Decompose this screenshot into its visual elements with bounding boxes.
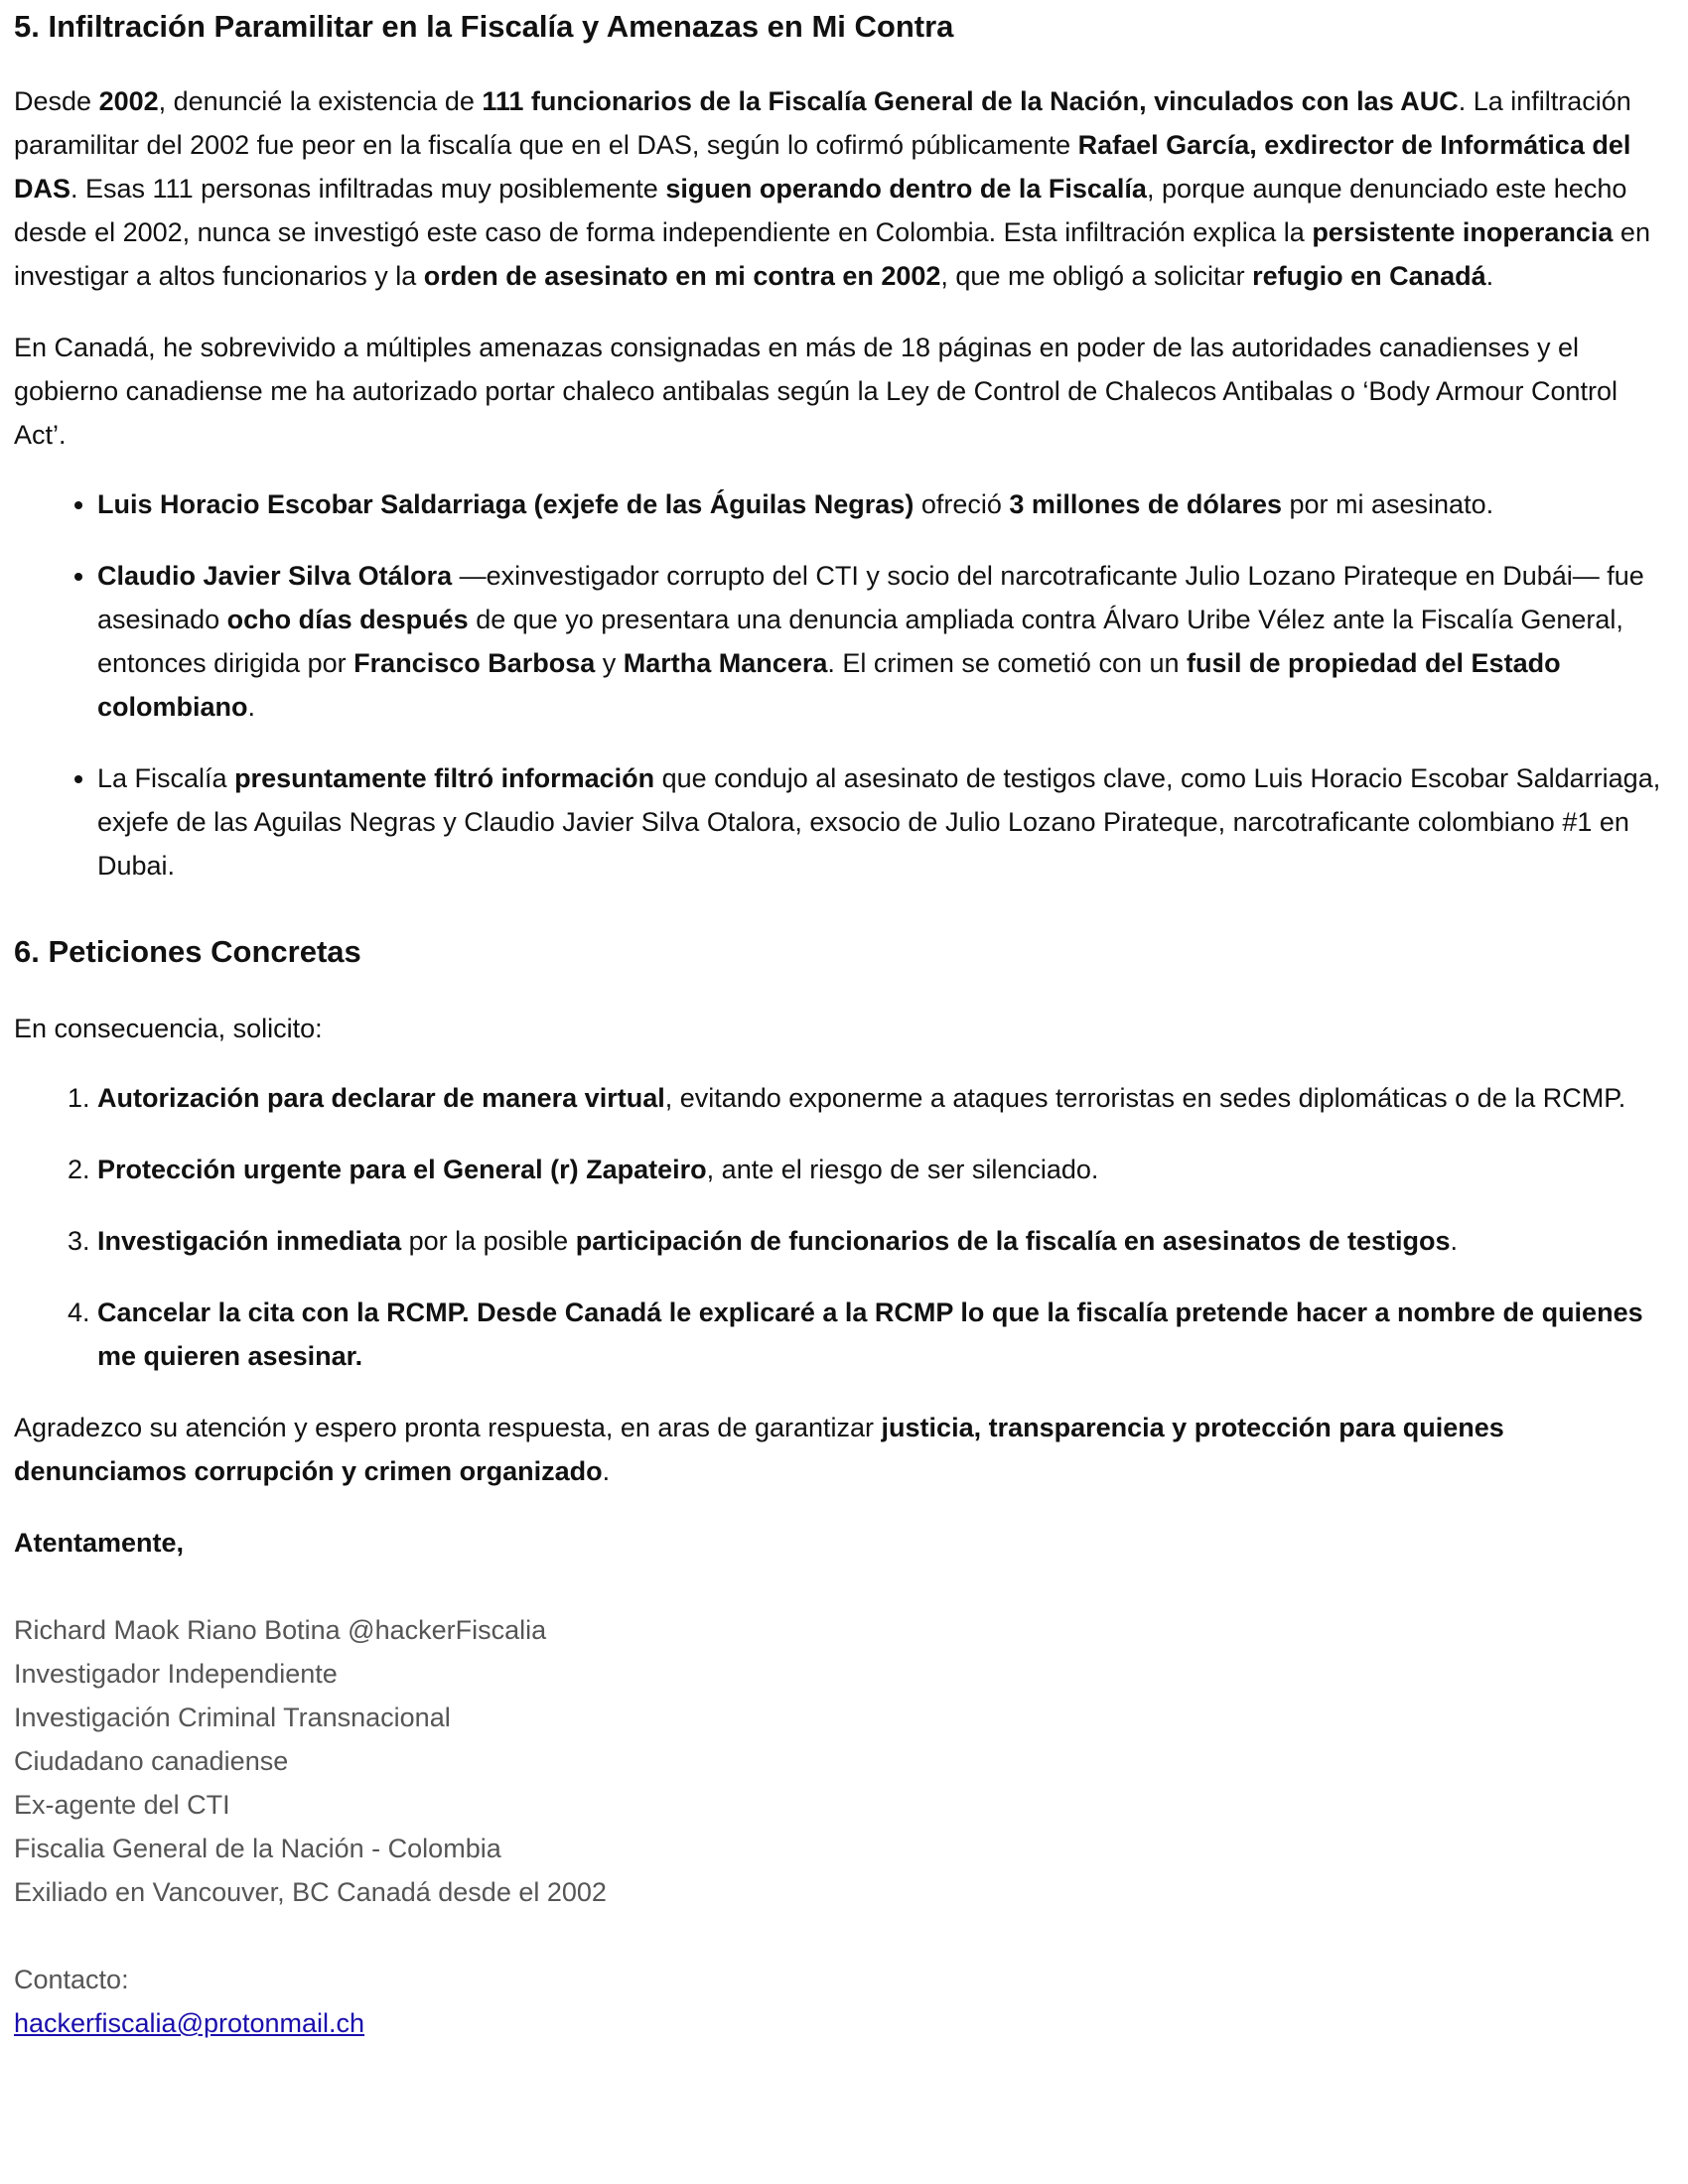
bold-text: 3 millones de dólares [1009,489,1282,519]
bold-text: fusil de propiedad del Estado colombiano [97,648,1561,722]
bold-text: Protección urgente para el General (r) Zapateiro [97,1155,707,1184]
bold-text: Francisco Barbosa [353,648,596,678]
bold-text: Martha Mancera [623,648,828,678]
signature-title: Investigador Independiente [14,1659,338,1689]
section-5-heading: 5. Infiltración Paramilitar en la Fiscalía y Amenazas en Mi Contra [14,9,954,44]
bold-text: ocho días después [226,605,469,634]
signature-block [14,1608,1672,1914]
text: de que yo presentara una denuncia ampliada contra Álvaro Uribe Vélez ante la Fiscalía General, entonces dirigida por [97,605,1623,678]
bold-text: Claudio Javier Silva Otálora [97,561,453,591]
bold-text: persistente inoperancia [1312,217,1614,247]
text: por mi asesinato. [1281,489,1494,519]
email-link[interactable]: hackerfiscalia@protonmail.ch [14,2008,365,2038]
bold-text: Luis Horacio Escobar Saldarriaga (exjefe de las Águilas Negras) [97,489,914,519]
bold-text: participación de funcionarios de la fiscalía en asesinatos de testigos [575,1226,1451,1256]
text: ofreció [914,489,1010,519]
requests-intro: En consecuencia, solicito: [14,1014,323,1043]
text: —exinvestigador corrupto del CTI y socio del narcotraficante Julio Lozano Pirateque en Dubái— fue asesinado [97,561,1644,634]
text: . [247,692,256,722]
text: . [1450,1226,1458,1256]
signature-line: Ciudadano canadiense [14,1746,289,1776]
bold-text: 111 funcionarios de la Fiscalía General de la Nación, vinculados con las AUC [482,86,1459,116]
text: . Esas 111 personas infiltradas muy posiblemente [70,174,666,204]
text: . La infiltración paramilitar del 2002 fue peor en la fiscalía que en el DAS, según lo cofirmó públicamente [14,86,1631,160]
bold-text: Investigación inmediata [97,1226,402,1256]
text: . El crimen se cometió con un [827,648,1188,678]
bold-text: justicia, transparencia y protección para quienes denunciamos corrupción y crimen organizado [14,1413,1504,1486]
bold-text: Atentamente, [14,1528,185,1558]
text: Desde [14,86,99,116]
bold-text: orden de asesinato en mi contra en 2002 [423,261,941,291]
signature-name: Richard Maok Riano Botina @hackerFiscalia [14,1615,547,1645]
bold-text: 2002 [98,86,159,116]
bold-text: refugio en Canadá [1252,261,1486,291]
section-5-paragraph-2: En Canadá, he sobrevivido a múltiples amenazas consignadas en más de 18 páginas en poder de las autoridades canadienses y el gobierno canadiense me ha autorizado portar chaleco antibalas según la Ley de Control de Chalecos Antibalas o ‘Body Armour Control Act’. [14,333,1618,450]
list-item [97,482,1672,526]
closing-paragraph [14,1406,1672,1493]
threats-list [14,482,1672,887]
section-6-heading: 6. Peticiones Concretas [14,934,361,969]
text: . [1485,261,1494,291]
text: , ante el riesgo de ser silenciado. [706,1155,1099,1184]
text: , denuncié la existencia de [158,86,483,116]
signature-line: Fiscalia General de la Nación - Colombia [14,1834,501,1863]
bold-text: siguen operando dentro de la Fiscalía [665,174,1147,204]
list-item [97,1076,1672,1120]
text: , porque aunque denunciado este hecho desde el 2002, nunca se investigó este caso de forma independiente en Colombia. Esta infiltración explica la [14,174,1627,247]
list-item [97,554,1672,729]
bold-text: presuntamente filtró información [234,763,655,793]
bold-text: Cancelar la cita con la RCMP. Desde Canadá le explicaré a la RCMP lo que la fiscalía pretende hacer a nombre de quienes me quieren asesinar. [97,1297,1643,1371]
text: La Fiscalía [97,763,235,793]
text: Agradezco su atención y espero pronta respuesta, en aras de garantizar [14,1413,882,1442]
list-item [97,1291,1672,1378]
salutation [14,1521,1672,1565]
signature-line: Exiliado en Vancouver, BC Canadá desde el 2002 [14,1877,607,1907]
signature-line: Investigación Criminal Transnacional [14,1703,451,1732]
bold-text: Rafael García, exdirector de Informática del DAS [14,130,1631,204]
requests-list [14,1076,1672,1378]
text: por la posible [401,1226,576,1256]
contact-label: Contacto: [14,1965,129,1994]
text: que condujo al asesinato de testigos clave, como Luis Horacio Escobar Saldarriaga, exjefe de las Aguilas Negras y Claudio Javier Silva Otalora, exsocio de Julio Lozano Pirateque, narcotraficante colombiano #1 en Dubai. [97,763,1661,881]
text: , evitando exponerme a ataques terroristas en sedes diplomáticas o de la RCMP. [664,1083,1626,1113]
contact-email-line [14,2001,1672,2045]
list-item [97,756,1672,887]
text: , que me obligó a solicitar [940,261,1253,291]
text: . [602,1456,611,1486]
text: en investigar a altos funcionarios y la [14,217,1650,291]
section-5-paragraph-1 [14,79,1672,298]
bold-text: Autorización para declarar de manera virtual [97,1083,665,1113]
list-item [97,1219,1672,1263]
signature-line: Ex-agente del CTI [14,1790,230,1820]
list-item [97,1148,1672,1191]
text: y [595,648,624,678]
contact-block [14,1958,1672,2045]
